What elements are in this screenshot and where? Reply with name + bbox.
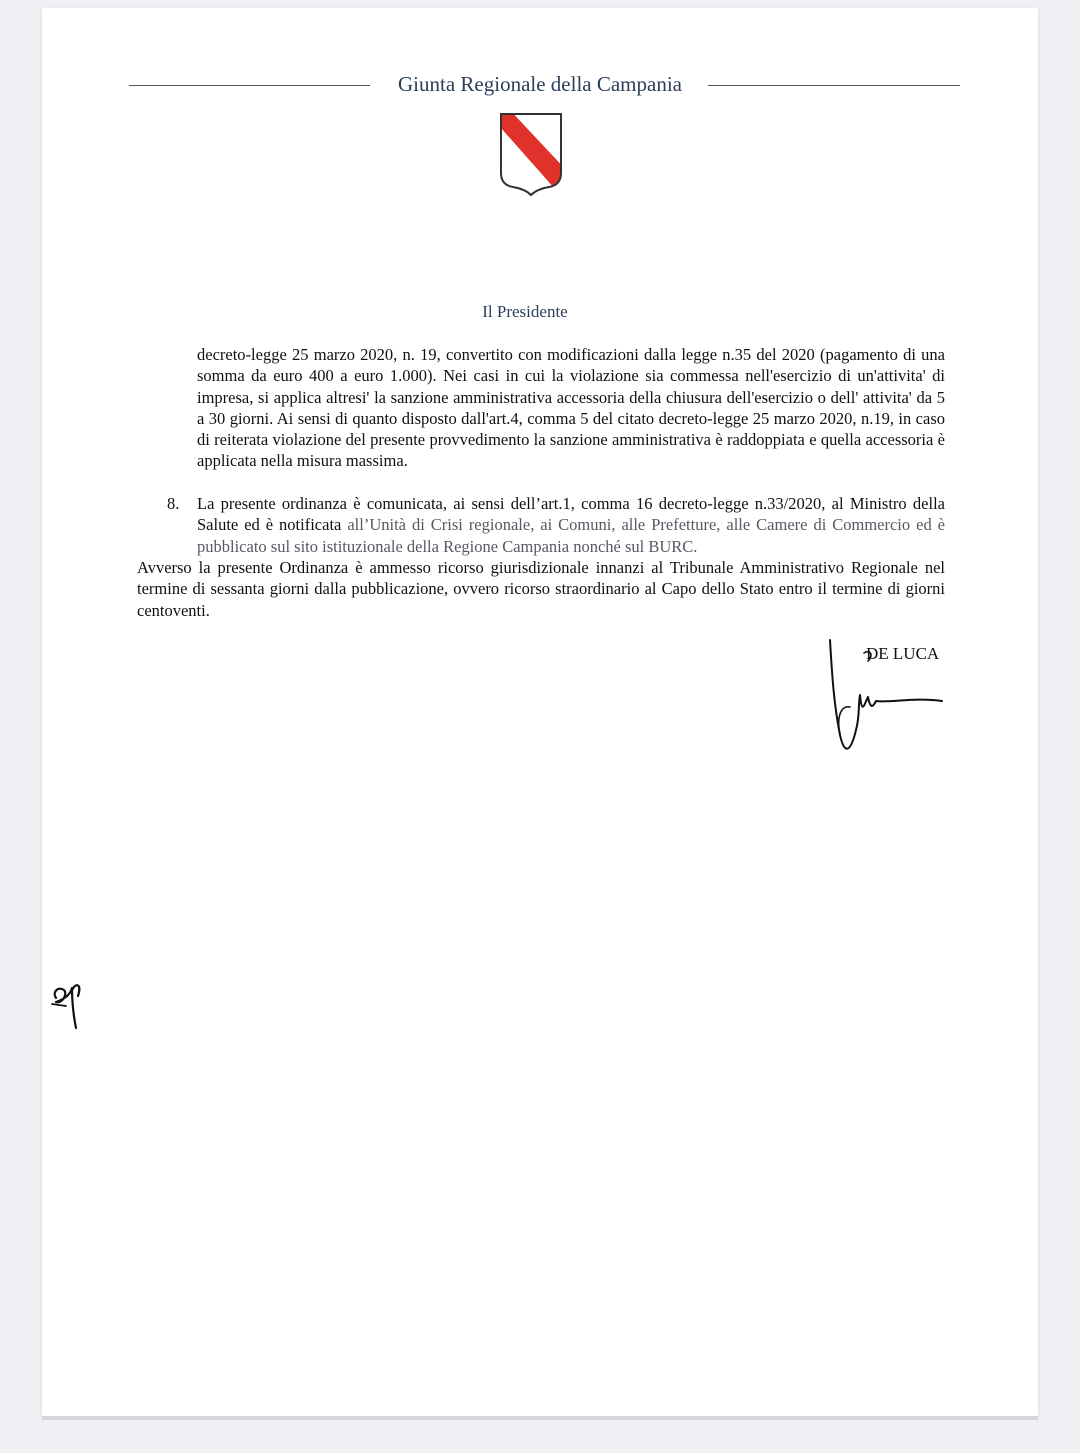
item-8-text-part2: all’Unità di Crisi regionale, ai Comuni, alle Prefetture, alle Camere di Commercio ed è pubblicato sul sito istituzionale della Regione Campania nonché sul BURC. xyxy=(197,515,945,556)
item-number-8: 8. xyxy=(167,494,180,513)
item-8-text-part1: La presente ordinanza è comunicata, ai sensi dell’art.1, comma 16 decreto-legge n.33/2020, al Ministro della Salute ed è notificata xyxy=(197,494,945,535)
closing-paragraph: Avverso la presente Ordinanza è ammesso ricorso giurisdizionale innanzi al Tribunale Amministrativo Regionale nel termine di sessanta giorni dalla pubblicazione, ovvero ricorso straordinario al Capo dello Stato entro il termine di giorni centoventi. xyxy=(137,558,945,620)
handwritten-initials xyxy=(48,970,88,1032)
campania-crest-icon xyxy=(497,111,565,197)
header-rule-left xyxy=(129,85,370,86)
signatory-name: DE LUCA xyxy=(866,644,940,663)
president-label: Il Presidente xyxy=(482,302,568,321)
header-rule-right xyxy=(708,85,960,86)
header-title: Giunta Regionale della Campania xyxy=(398,72,682,96)
continuation-paragraph: decreto-legge 25 marzo 2020, n. 19, convertito con modificazioni dalla legge n.35 del 2020 (pagamento di una somma da euro 400 a euro 1.000). Nei casi in cui la violazione sia commessa nell'esercizio di un'attivita' di impresa, si applica altresi' la sanzione amministrativa accessoria della chiusura dell'esercizio o dell' attivita' da 5 a 30 giorni. Ai sensi di quanto disposto dall'art.4, comma 5 del citato decreto-legge 25 marzo 2020, n.19, in caso di reiterata violazione del presente provvedimento la sanzione amministrativa è raddoppiata e quella accessoria è applicata nella misura massima. xyxy=(197,345,945,471)
page-bottom-edge xyxy=(42,1416,1038,1420)
item-8-paragraph xyxy=(197,493,945,557)
